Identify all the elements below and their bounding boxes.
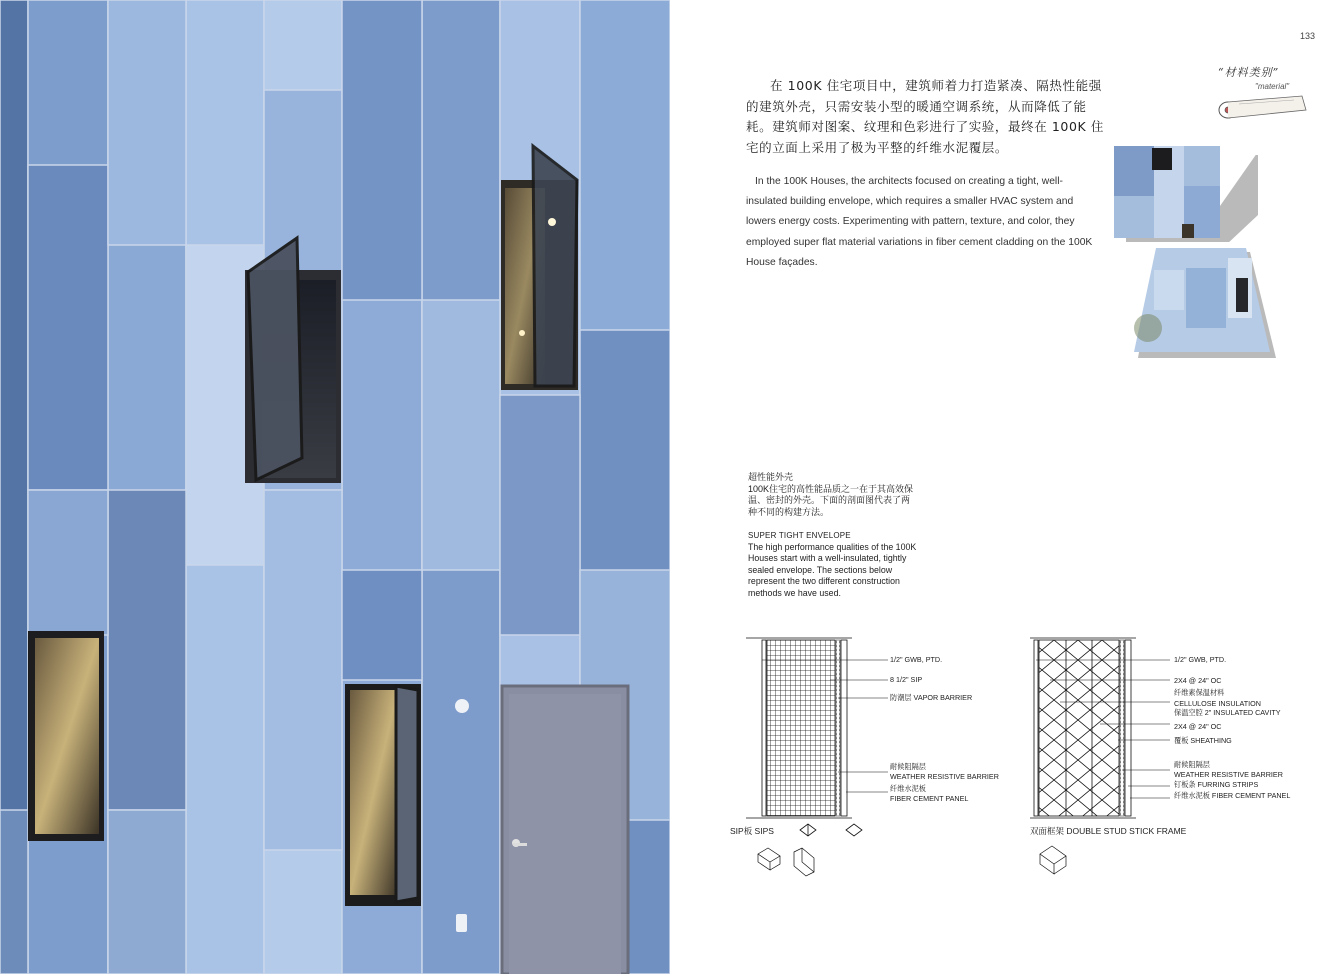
sidebar-body-en: The high performance qualities of the 100K Houses start with a well-insulated, tightly sealed envelope. The sections below represent the two different construction methods we have used. <box>748 541 917 598</box>
sidebar-heading-zh: 超性能外壳 <box>748 472 794 482</box>
sidebar-body-zh: 100K住宅的高性能品质之一在于其高效保温、密封的外壳。下面的剖面图代表了两种不同的构建方法。 <box>748 483 914 517</box>
sip-label-vapor: 防潮层 VAPOR BARRIER <box>890 693 973 702</box>
sip-label-wrb-zh: 耐候阻隔层 <box>890 762 926 771</box>
page-number: 133 <box>1299 31 1315 41</box>
sip-caption: SIP板 SIPS <box>730 826 774 836</box>
stud-label-wrb-zh: 耐候阻隔层 <box>1174 760 1210 769</box>
stud-label-sheathing: 覆板 SHEATHING <box>1174 736 1232 745</box>
stud-label-furring: 钉板条 FURRING STRIPS <box>1174 780 1259 789</box>
stud-label-cellulose-zh: 纤维素保温材料 <box>1174 688 1225 697</box>
sip-label-sip: 8 1/2" SIP <box>890 675 923 684</box>
double-stud-section <box>1030 638 1170 874</box>
stud-label-wrb-en: WEATHER RESISTIVE BARRIER <box>1174 770 1283 779</box>
sip-section <box>746 638 888 876</box>
sidebar-text <box>748 472 918 599</box>
inset-photo-top <box>1114 146 1262 242</box>
sip-label-gwb: 1/2" GWB, PTD. <box>890 655 943 664</box>
paragraph-chinese: 在 100K 住宅项目中，建筑师着力打造紧凑、隔热性能强的建筑外壳，只需安装小型的暖通空调系统，从而降低了能耗。建筑师对图案、纹理和色彩进行了实验，最终在 100K 住宅的立面上采用了极为平整的纤维水泥覆层。 <box>746 78 1105 155</box>
sip-label-fcp-zh: 纤维水泥板 <box>890 784 926 793</box>
sip-label-wrb-en: WEATHER RESISTIVE BARRIER <box>890 772 999 781</box>
stud-label-cavity: 保温空腔 2" INSULATED CAVITY <box>1174 708 1281 717</box>
stud-label-2x4-b: 2X4 @ 24" OC <box>1174 722 1222 731</box>
stud-label-cellulose-en: CELLULOSE INSULATION <box>1174 699 1261 708</box>
stud-caption: 双面框架 DOUBLE STUD STICK FRAME <box>1030 826 1187 836</box>
sidebar-heading-en: SUPER TIGHT ENVELOPE <box>748 531 851 540</box>
construction-sections <box>670 620 1339 900</box>
paragraph-english: In the 100K Houses, the architects focused on creating a tight, well-insulated building envelope, which requires a smaller HVAC system and lowers energy costs. Experimenting with pattern, texture, and color, they employed super flat material variations in fiber cement cladding on the 100K House façades. <box>746 176 1093 268</box>
stud-label-2x4-a: 2X4 @ 24" OC <box>1174 676 1222 685</box>
sip-label-fcp-en: FIBER CEMENT PANEL <box>890 794 969 803</box>
inset-photo-bottom <box>1134 248 1280 358</box>
stamp-subtitle: "material" <box>1255 82 1290 91</box>
stamp-title: “材料类别” <box>1218 66 1280 79</box>
material-roll-sketch <box>1214 92 1309 122</box>
stud-label-gwb: 1/2" GWB, PTD. <box>1174 655 1227 664</box>
stud-label-fcp: 纤维水泥板 FIBER CEMENT PANEL <box>1174 791 1291 800</box>
